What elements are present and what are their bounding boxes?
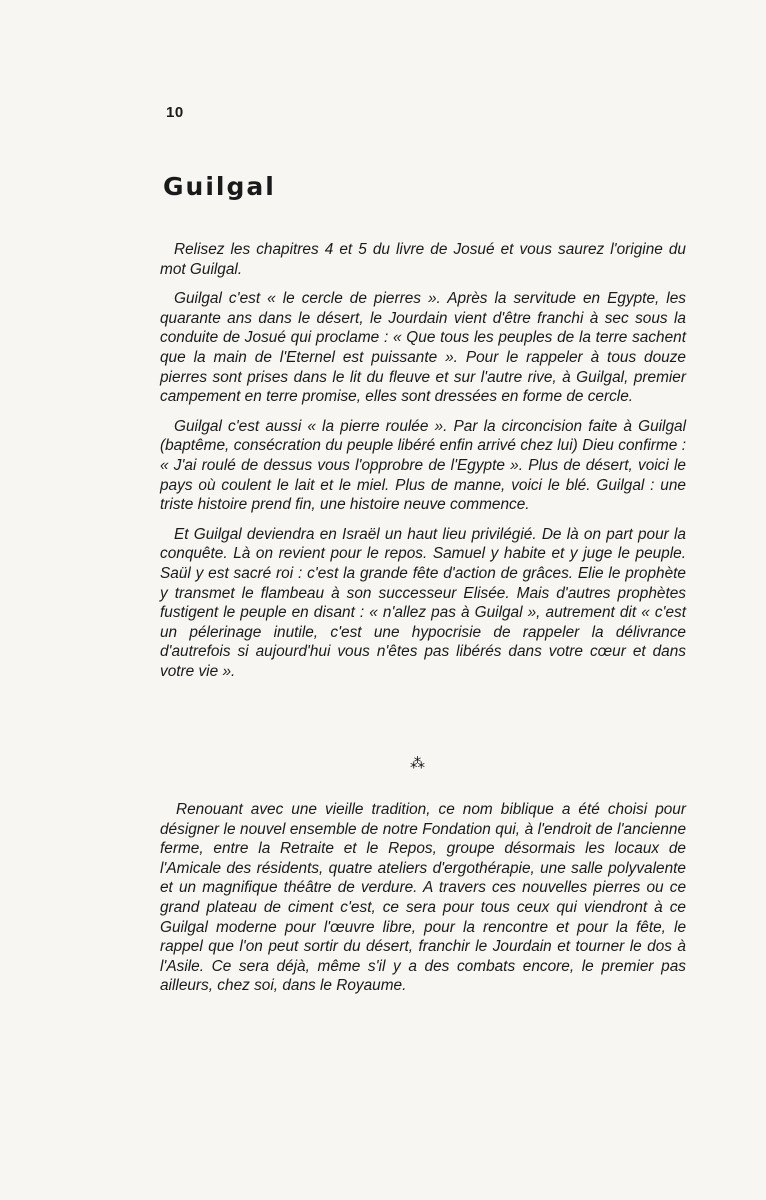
paragraph-high-place: Et Guilgal deviendra en Israël un haut lieu privilégié. De là on part pour la conquête. Là on revient pour le repos. Samuel y habite et y juge le peuple. Saül y est sacré roi : c'est la grande fête d'action de grâces. Elie le prophète y transmet le flambeau à son successeur Elisée. Mais d'autres prophètes fustigent le peuple en disant : « n'allez pas à Guilgal », autrement dit « c'est un pélerinage inutile, c'est une hypocrisie de rappeler la délivrance d'autrefois si aujourd'hui vous n'êtes pas libérés dans votre cœur et dans votre vie ».	[160, 525, 686, 680]
paragraph-intro: Relisez les chapitres 4 et 5 du livre de Josué et vous saurez l'origine du mot Guilgal.	[160, 241, 686, 278]
paragraph-circle-of-stones: Guilgal c'est « le cercle de pierres ». Après la servitude en Egypte, les quarante ans dans le désert, le Jourdain vient d'être franchi à sec sous la conduite de Josué qui proclame : « Que tous les peuples de la terre sachent que la main de l'Eternel est puissante ». Pour le rappeler à tous douze pierres sont prises dans le lit du fleuve et sur l'autre rive, à Guilgal, premier campement en terre promise, elles sont dressées en forme de cercle.	[160, 290, 686, 406]
paragraph-rolled-stone: Guilgal c'est aussi « la pierre roulée ». Par la circoncision faite à Guilgal (baptême, consécration du peuple libéré enfin arrivé chez lui) Dieu confirme : « J'ai roulé de dessus vous l'opprobre de l'Egypte ». Plus de désert, voici le pays où coulent le lait et le miel. Plus de manne, voici le blé. Guilgal : une triste histoire prend fin, une histoire neuve commence.	[160, 417, 686, 514]
page-number: 10	[166, 104, 184, 121]
closing-section	[160, 800, 686, 1006]
asterism-ornament-icon: ⁂	[410, 755, 425, 772]
article-body	[160, 240, 686, 691]
paragraph-closing: Renouant avec une vieille tradition, ce nom biblique a été choisi pour désigner le nouvel ensemble de notre Fondation qui, à l'endroit de l'ancienne ferme, entre la Retraite et le Repos, groupe désormais les locaux de l'Amicale des résidents, quatre ateliers d'ergothérapie, une salle polyvalente et un magnifique théâtre de verdure. A travers ces nouvelles pierres ou ce grand plateau de ciment c'est, ce sera pour tous ceux qui viendront à ce Guilgal moderne pour l'œuvre libre, pour la rencontre et pour la fête, le rappel que l'on peut sortir du désert, franchir le Jourdain et tourner le dos à l'Asile. Ce sera déjà, même s'il y a des combats encore, le premier pas ailleurs, chez soi, dans le Royaume.	[160, 801, 686, 995]
page-title: Guilgal	[163, 172, 276, 201]
